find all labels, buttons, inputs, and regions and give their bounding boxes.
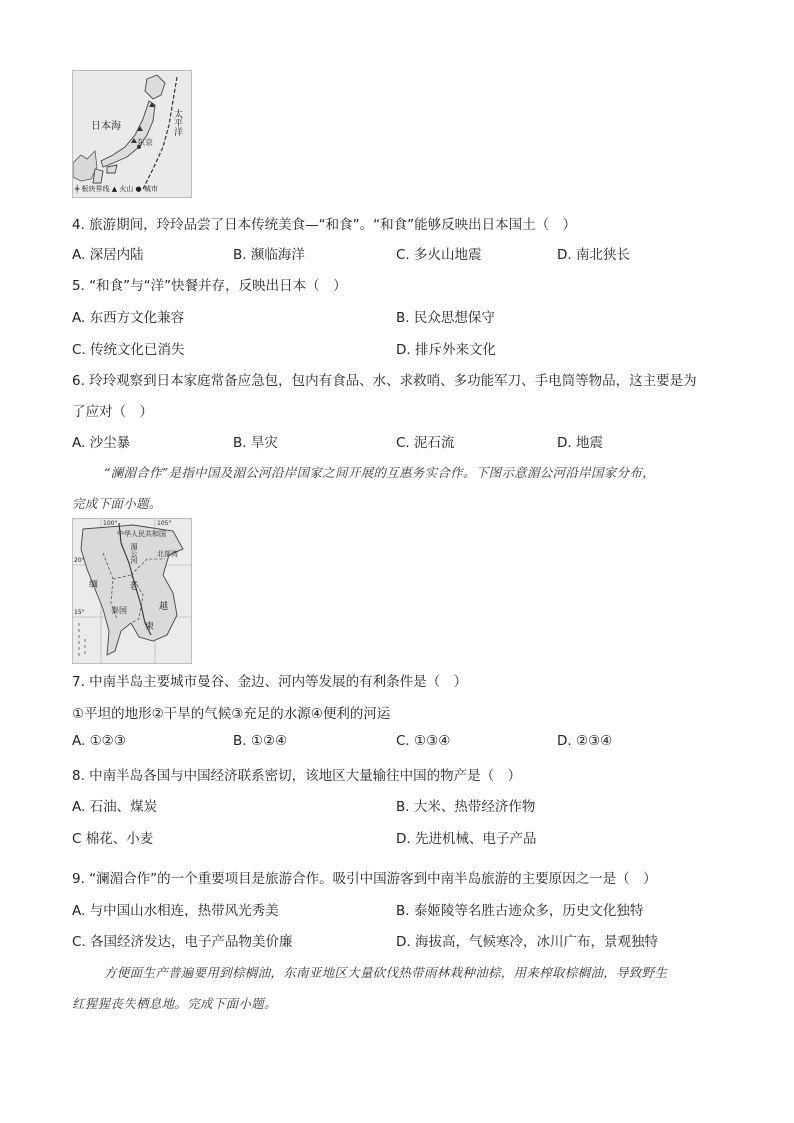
q7-option-c[interactable]: C. ①③④ xyxy=(396,733,451,749)
q9-option-d[interactable]: D. 海拔高，气候寒冷，冰川广布，景观独特 xyxy=(396,934,658,950)
q5-option-d[interactable]: D. 排斥外来文化 xyxy=(396,342,496,358)
map2-bay-label: 北部湾 xyxy=(157,550,178,558)
japan-map xyxy=(72,70,192,198)
q6-option-a[interactable]: A. 沙尘暴 xyxy=(72,435,131,451)
q9-option-c[interactable]: C. 各国经济发达，电子产品物美价廉 xyxy=(72,934,293,950)
q6-stem-line2: 了应对（ ） xyxy=(72,404,153,420)
map2-thai-label: 泰国 xyxy=(111,606,127,615)
q7-option-a[interactable]: A. ①②③ xyxy=(72,733,126,749)
legend-city-icon: ● xyxy=(135,185,142,193)
map1-pacific-label: 太平洋 xyxy=(172,109,182,136)
q7-stem: 7. 中南半岛主要城市曼谷、金边、河内等发展的有利条件是（ ） xyxy=(72,674,468,690)
q8-stem: 8. 中南半岛各国与中国经济联系密切，该地区大量输往中国的物产是（ ） xyxy=(72,768,522,784)
q8-option-c[interactable]: C 棉花、小麦 xyxy=(72,831,154,847)
map2-vietnam-label: 越 xyxy=(159,602,169,612)
q4-option-a[interactable]: A. 深居内陆 xyxy=(72,247,144,263)
map1-legend xyxy=(75,184,158,194)
q4-option-b[interactable]: B. 濒临海洋 xyxy=(233,247,305,263)
intro1-line2: 完成下面小题。 xyxy=(72,496,162,511)
q6-stem-line1: 6. 玲玲观察到日本家庭常备应急包，包内有食品、水、求救哨、多功能军刀、手电筒等物品，这主要是为 xyxy=(72,373,697,389)
q8-option-a[interactable]: A. 石油、煤炭 xyxy=(72,799,158,815)
map1-sea-label: 日本海 xyxy=(91,121,121,132)
q7-option-b[interactable]: B. ①②④ xyxy=(233,733,288,749)
q5-option-b[interactable]: B. 民众思想保守 xyxy=(396,310,495,326)
legend-boundary-icon: ╪ xyxy=(75,185,80,193)
q9-option-a[interactable]: A. 与中国山水相连，热带风光秀美 xyxy=(72,903,279,919)
legend-boundary-label: 板块界线 xyxy=(81,185,110,193)
map2-cambodia-label: 柬 xyxy=(145,622,155,632)
intro2-line2: 红猩猩丧失栖息地。完成下面小题。 xyxy=(72,996,277,1011)
q6-option-b[interactable]: B. 旱灾 xyxy=(233,435,278,451)
q6-option-c[interactable]: C. 泥石流 xyxy=(396,435,455,451)
map2-myanmar-label: 缅 xyxy=(89,580,99,590)
map2-tick-lat20: 20° xyxy=(74,557,85,564)
q5-stem: 5. “和食”与“洋”快餐并存，反映出日本（ ） xyxy=(72,278,347,294)
map1-tokyo-label: 东京 xyxy=(137,138,153,147)
map2-tick-lon100: 100° xyxy=(103,520,118,527)
legend-city-label: 城市 xyxy=(143,185,158,193)
q5-option-a[interactable]: A. 东西方文化兼容 xyxy=(72,310,185,326)
q4-option-c[interactable]: C. 多火山地震 xyxy=(396,247,482,263)
q8-option-b[interactable]: B. 大米、热带经济作物 xyxy=(396,799,536,815)
map2-tick-lat15: 15° xyxy=(74,609,85,616)
q7-items: ①平坦的地形②干旱的气候③充足的水源④便利的河运 xyxy=(72,706,391,722)
q8-option-d[interactable]: D. 先进机械、电子产品 xyxy=(396,831,537,847)
map2-tick-lon105: 105° xyxy=(157,520,172,527)
intro2-line1: 方便面生产普遍要用到棕榈油，东南亚地区大量砍伐热带雨林栽种油棕，用来榨取棕榈油，导致野生 xyxy=(104,965,668,980)
map2-laos-label: 老 xyxy=(129,582,139,592)
q9-stem: 9. “澜湄合作”的一个重要项目是旅游合作。吸引中国游客到中南半岛旅游的主要原因之一是（ ） xyxy=(72,871,657,887)
q9-option-b[interactable]: B. 泰姬陵等名胜古迹众多，历史文化独特 xyxy=(396,903,644,919)
legend-volcano-label: 火山 xyxy=(119,185,134,193)
q4-option-d[interactable]: D. 南北狭长 xyxy=(557,247,630,263)
map2-mekong-label: 湄公河 xyxy=(130,543,138,564)
q4-stem: 4. 旅游期间，玲玲品尝了日本传统美食—“和食”。“和食”能够反映出日本国土（ ） xyxy=(72,217,577,233)
intro1-line1: “澜湄合作”是指中国及湄公河沿岸国家之间开展的互惠务实合作。下图示意湄公河沿岸国家分布， xyxy=(104,465,655,480)
mekong-map xyxy=(72,518,192,664)
q7-option-d[interactable]: D. ②③④ xyxy=(557,733,613,749)
map2-china-label: 中华人民共和国 xyxy=(117,530,166,538)
q6-option-d[interactable]: D. 地震 xyxy=(557,435,603,451)
q5-option-c[interactable]: C. 传统文化已消失 xyxy=(72,342,185,358)
legend-volcano-icon: ▲ xyxy=(111,185,118,193)
